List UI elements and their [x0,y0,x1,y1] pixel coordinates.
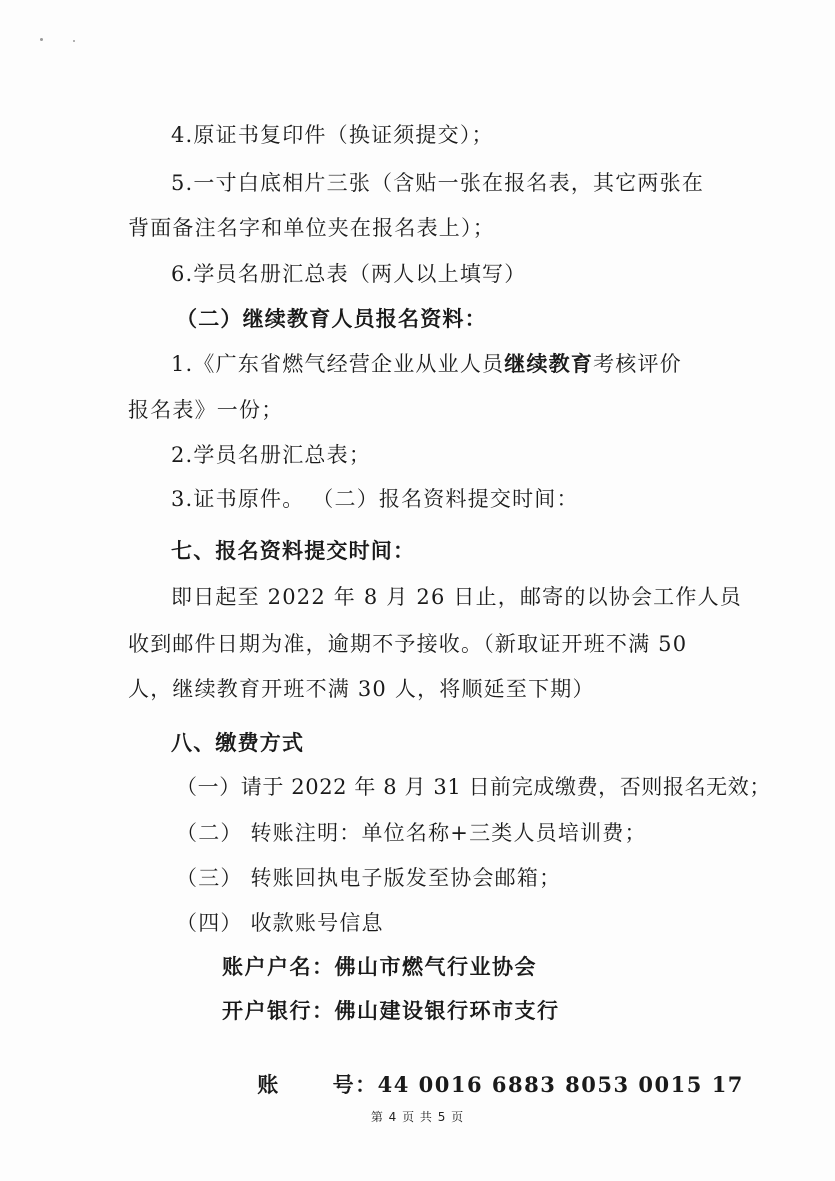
payment-item-1: （一）请于 2022 年 8 月 31 日前完成缴费，否则报名无效； [176,775,771,799]
continuing-item-1-emphasis: 继续教育 [504,351,594,376]
continuing-item-1-part-a: 1.《广东省燃气经营企业从业人员 [171,352,505,376]
payment-item-3: （三） 转账回执电子版发至协会邮箱； [176,866,562,890]
deadline-paragraph-line-3: 人，继续教育开班不满 30 人，将顺延至下期） [128,677,595,701]
page-footer: 第 4 页 共 5 页 [370,1110,465,1124]
scan-speck [73,40,75,42]
account-bank-row [222,996,560,1026]
item-4-photocopy: 4.原证书复印件（换证须提交）； [171,123,494,147]
continuing-item-1-part-c: 考核评价 [593,352,682,376]
continuing-item-1-continued: 报名表》一份； [128,398,284,422]
section-8-heading: 八、缴费方式 [171,730,305,755]
section-continuing-education-heading: （二）继续教育人员报名资料： [176,306,487,331]
continuing-item-3: 3.证书原件。 （二）报名资料提交时间： [171,487,579,511]
deadline-paragraph-line-1: 即日起至 2022 年 8 月 26 日止，邮寄的以协会工作人员 [171,585,742,609]
continuing-item-1 [171,349,682,379]
deadline-paragraph-line-2: 收到邮件日期为准，逾期不予接收。（新取证开班不满 50 [128,632,688,656]
account-name-row [222,952,537,982]
payment-item-4: （四） 收款账号信息 [176,911,384,935]
item-5-photos: 5.一寸白底相片三张（含贴一张在报名表，其它两张在 [171,171,705,195]
account-name-value: 佛山市燃气行业协会 [334,954,537,979]
account-bank-value: 佛山建设银行环市支行 [334,998,560,1023]
item-5-photos-continued: 背面备注名字和单位夹在报名表上）； [128,216,495,240]
account-number-label: 账 号： [257,1072,378,1097]
payment-item-2: （二） 转账注明：单位名称+三类人员培训费； [176,821,647,845]
account-bank-label: 开户银行： [222,998,335,1023]
item-6-roster: 6.学员名册汇总表（两人以上填写） [171,262,527,286]
account-number-value: 44 0016 6883 8053 0015 17 [377,1072,744,1097]
account-name-label: 账户户名： [222,954,335,979]
section-7-heading: 七、报名资料提交时间： [171,538,416,563]
scan-speck [40,38,43,41]
continuing-item-2: 2.学员名册汇总表； [171,443,372,467]
